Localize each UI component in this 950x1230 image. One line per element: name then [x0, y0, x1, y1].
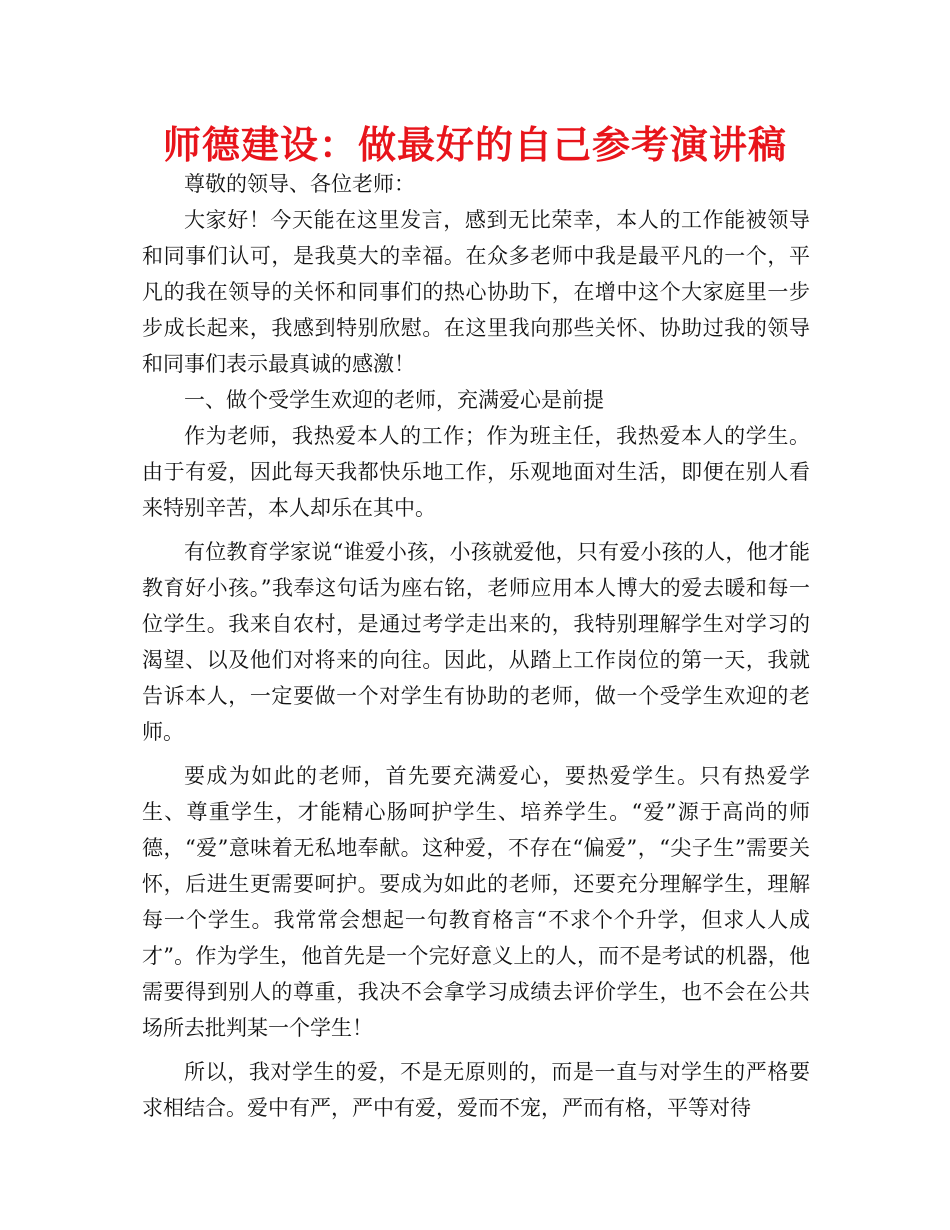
body-paragraph: 大家好！今天能在这里发言，感到无比荣幸，本人的工作能被领导和同事们认可，是我莫大的幸福。在众多老师中我是最平凡的一个，平凡的我在领导的关怀和同事们的热心协助下，在增中这个大家庭里一步步成长起来，我感到特别欣慰。在这里我向那些关怀、协助过我的领导和同事们表示最真诚的感激！: [142, 208, 810, 376]
salutation-paragraph: 尊敬的领导、各位老师：: [184, 172, 415, 196]
body-paragraph: 所以，我对学生的爱，不是无原则的，而是一直与对学生的严格要求相结合。爱中有严，严中有爱，爱而不宠，严而有格，平等对待: [142, 1060, 810, 1120]
document-body: [142, 166, 810, 1126]
body-paragraph: 要成为如此的老师，首先要充满爱心，要热爱学生。只有热爱学生、尊重学生，才能精心肠呵护学生、培养学生。“爱”源于高尚的师德，“爱”意味着无私地奉献。这种爱，不存在“偏爱”，“尖子生”需要关怀，后进生更需要呵护。要成为如此的老师，还要充分理解学生，理解每一个学生。我常常会想起一句教育格言“不求个个升学，但求人人成才”。作为学生，他首先是一个完好意义上的人，而不是考试的机器，他需要得到别人的尊重，我决不会拿学习成绩去评价学生，也不会在公共场所去批判某一个学生！: [142, 764, 810, 1040]
section-heading: 一、做个受学生欢迎的老师，充满爱心是前提: [184, 388, 604, 412]
body-paragraph: 作为老师，我热爱本人的工作；作为班主任，我热爱本人的学生。由于有爱，因此每天我都快乐地工作，乐观地面对生活，即便在别人看来特别辛苦，本人却乐在其中。: [142, 424, 810, 520]
document-title: 师德建设：做最好的自己参考演讲稿: [162, 123, 787, 167]
body-paragraph: 有位教育学家说“谁爱小孩，小孩就爱他，只有爱小孩的人，他才能教育好小孩。”我奉这句话为座右铭，老师应用本人博大的爱去暖和每一位学生。我来自农村，是通过考学走出来的，我特别理解学生对学习的渴望、以及他们对将来的向往。因此，从踏上工作岗位的第一天，我就告诉本人，一定要做一个对学生有协助的老师，做一个受学生欢迎的老师。: [142, 540, 810, 744]
